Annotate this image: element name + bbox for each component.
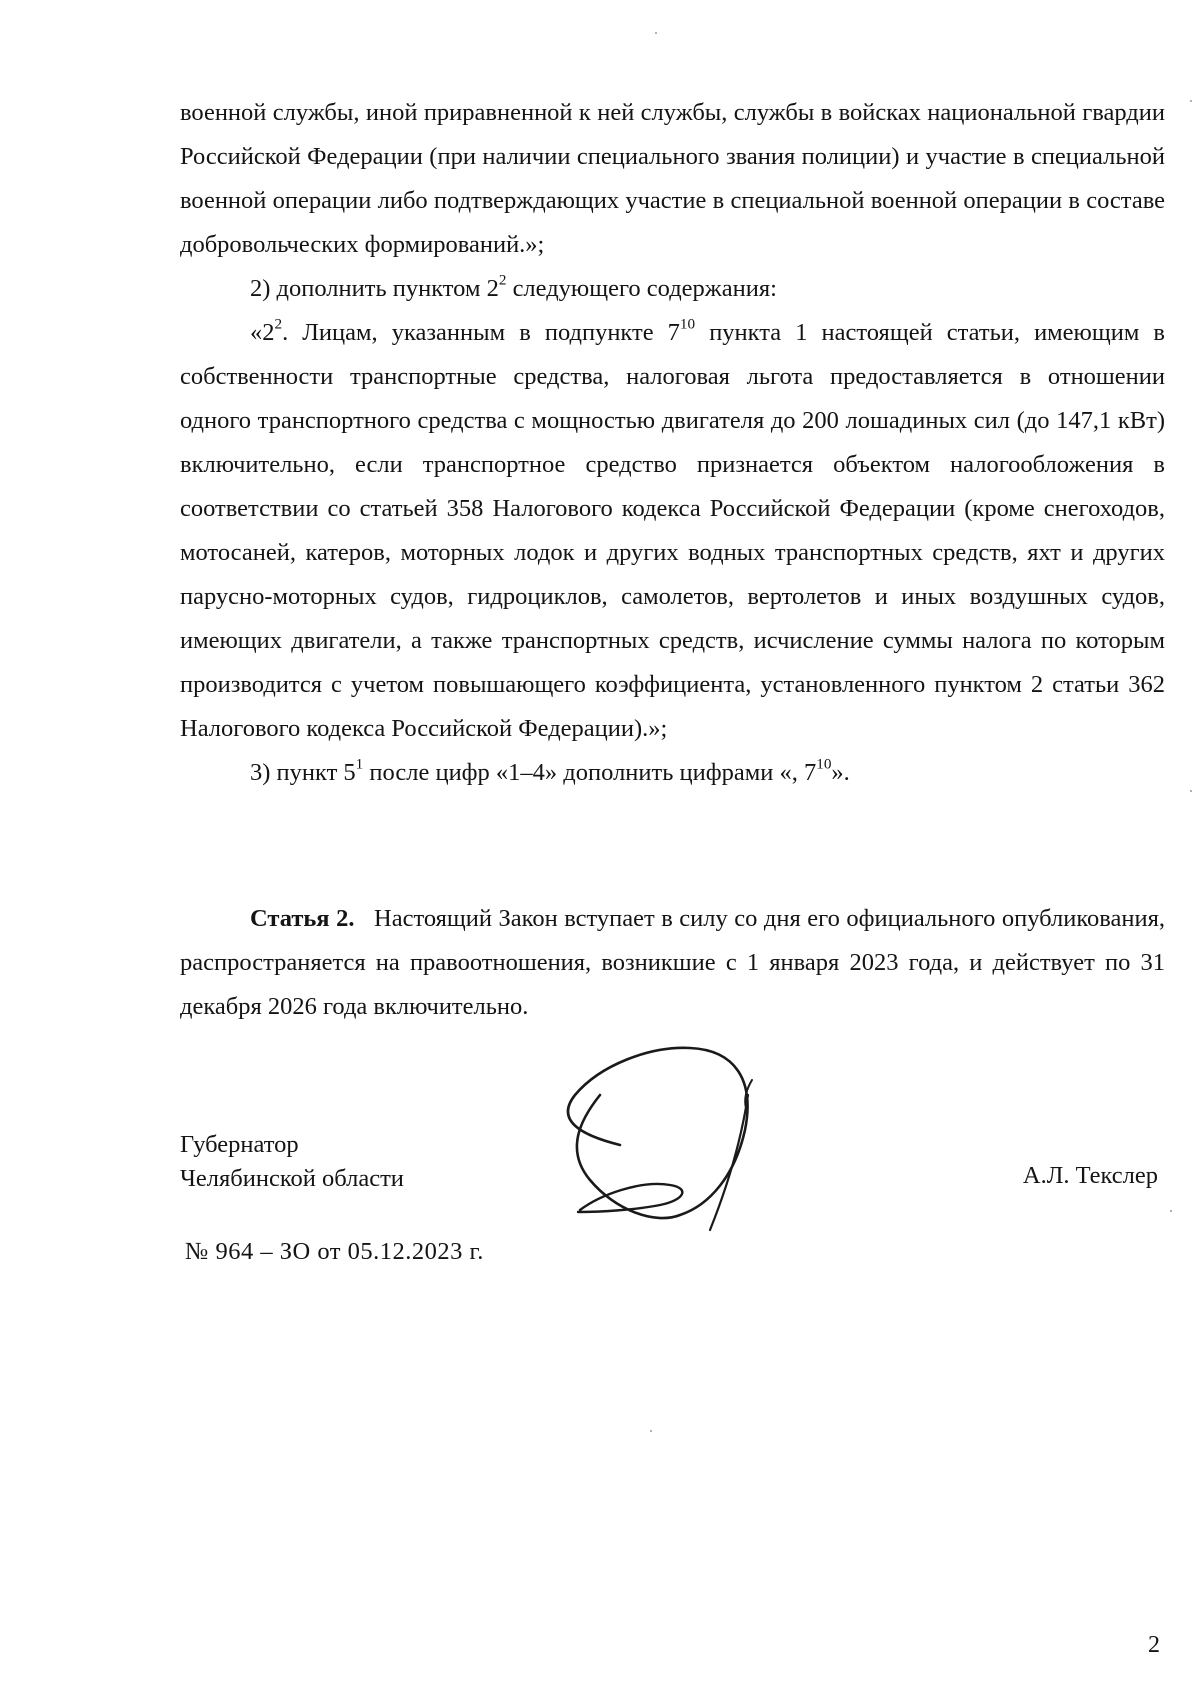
clause-text: . Лицам, указанным в подпункте 7: [282, 319, 680, 346]
superscript: 10: [679, 315, 696, 333]
clause-number: «2: [250, 319, 275, 346]
superscript: 10: [816, 755, 832, 773]
amendment-3-text-end: ».: [831, 759, 850, 786]
law-number: № 964 – ЗО от 05.12.2023 г.: [185, 1238, 484, 1265]
scan-speck: [1170, 1210, 1172, 1212]
clause-text-body: пункта 1 настоящей статьи, имеющим в собственности транспортные средства, налоговая льгота предоставляется в отношении одного транспортного средства с мощностью двигателя до 200 лошадиных сил (до 147,1 кВт) включительно, если транспортное средство признается объектом налогообложения в соответствии со статьей 358 Налогового кодекса Российской Федерации (кроме снегоходов, мотосаней, катеров, моторных лодок и других водных транспортных средств, яхт и других парусно-моторных судов, гидроциклов, самолетов, вертолетов и иных воздушных судов, имеющих двигатели, а также транспортных средств, исчисление суммы налога по которым производится с учетом повышающего коэффициента, установленного пунктом 2 статьи 362 Налогового кодекса Российской Федерации).»;: [180, 319, 1165, 742]
paragraph-amendment-3: [180, 751, 1165, 795]
article-2: [180, 897, 1165, 1029]
law-amendment-text: [180, 91, 1165, 795]
page-number: 2: [1148, 1632, 1160, 1658]
handwritten-signature: [560, 1040, 790, 1240]
governor-title-line2: Челябинской области: [180, 1165, 404, 1192]
scan-speck: [655, 32, 657, 34]
amendment-2-text: 2) дополнить пунктом 2: [250, 275, 499, 302]
amendment-3-text: 3) пункт 5: [250, 759, 356, 786]
governor-name: А.Л. Текслер: [1022, 1162, 1158, 1189]
superscript: 1: [355, 755, 364, 773]
paragraph-tax-benefit: [180, 311, 1165, 751]
paragraph-amendment-2: [180, 267, 1165, 311]
superscript: 2: [274, 315, 283, 333]
amendment-2-text-end: следующего содержания:: [506, 275, 777, 302]
scan-speck: [1190, 790, 1192, 792]
paragraph-military-service: военной службы, иной приравненной к ней службы, службы в войсках национальной гвардии Российской Федерации (при наличии специального звания полиции) и участие в специальной военной операции либо подтверждающих участие в специальной военной операции в составе добровольческих формирований.»;: [180, 99, 1165, 258]
governor-title: [180, 1128, 404, 1196]
governor-title-line1: Губернатор: [180, 1131, 299, 1158]
scan-speck: [650, 1430, 652, 1432]
superscript: 2: [498, 271, 507, 289]
amendment-3-text-mid: после цифр «1–4» дополнить цифрами «, 7: [363, 759, 817, 786]
article-2-text: Настоящий Закон вступает в силу со дня его официального опубликования, распространяется на правоотношения, возникшие с 1 января 2023 года, и действует по 31 декабря 2026 года включительно.: [180, 905, 1166, 1020]
article-2-label: Статья 2.: [250, 905, 355, 932]
scan-speck: [1190, 100, 1192, 102]
